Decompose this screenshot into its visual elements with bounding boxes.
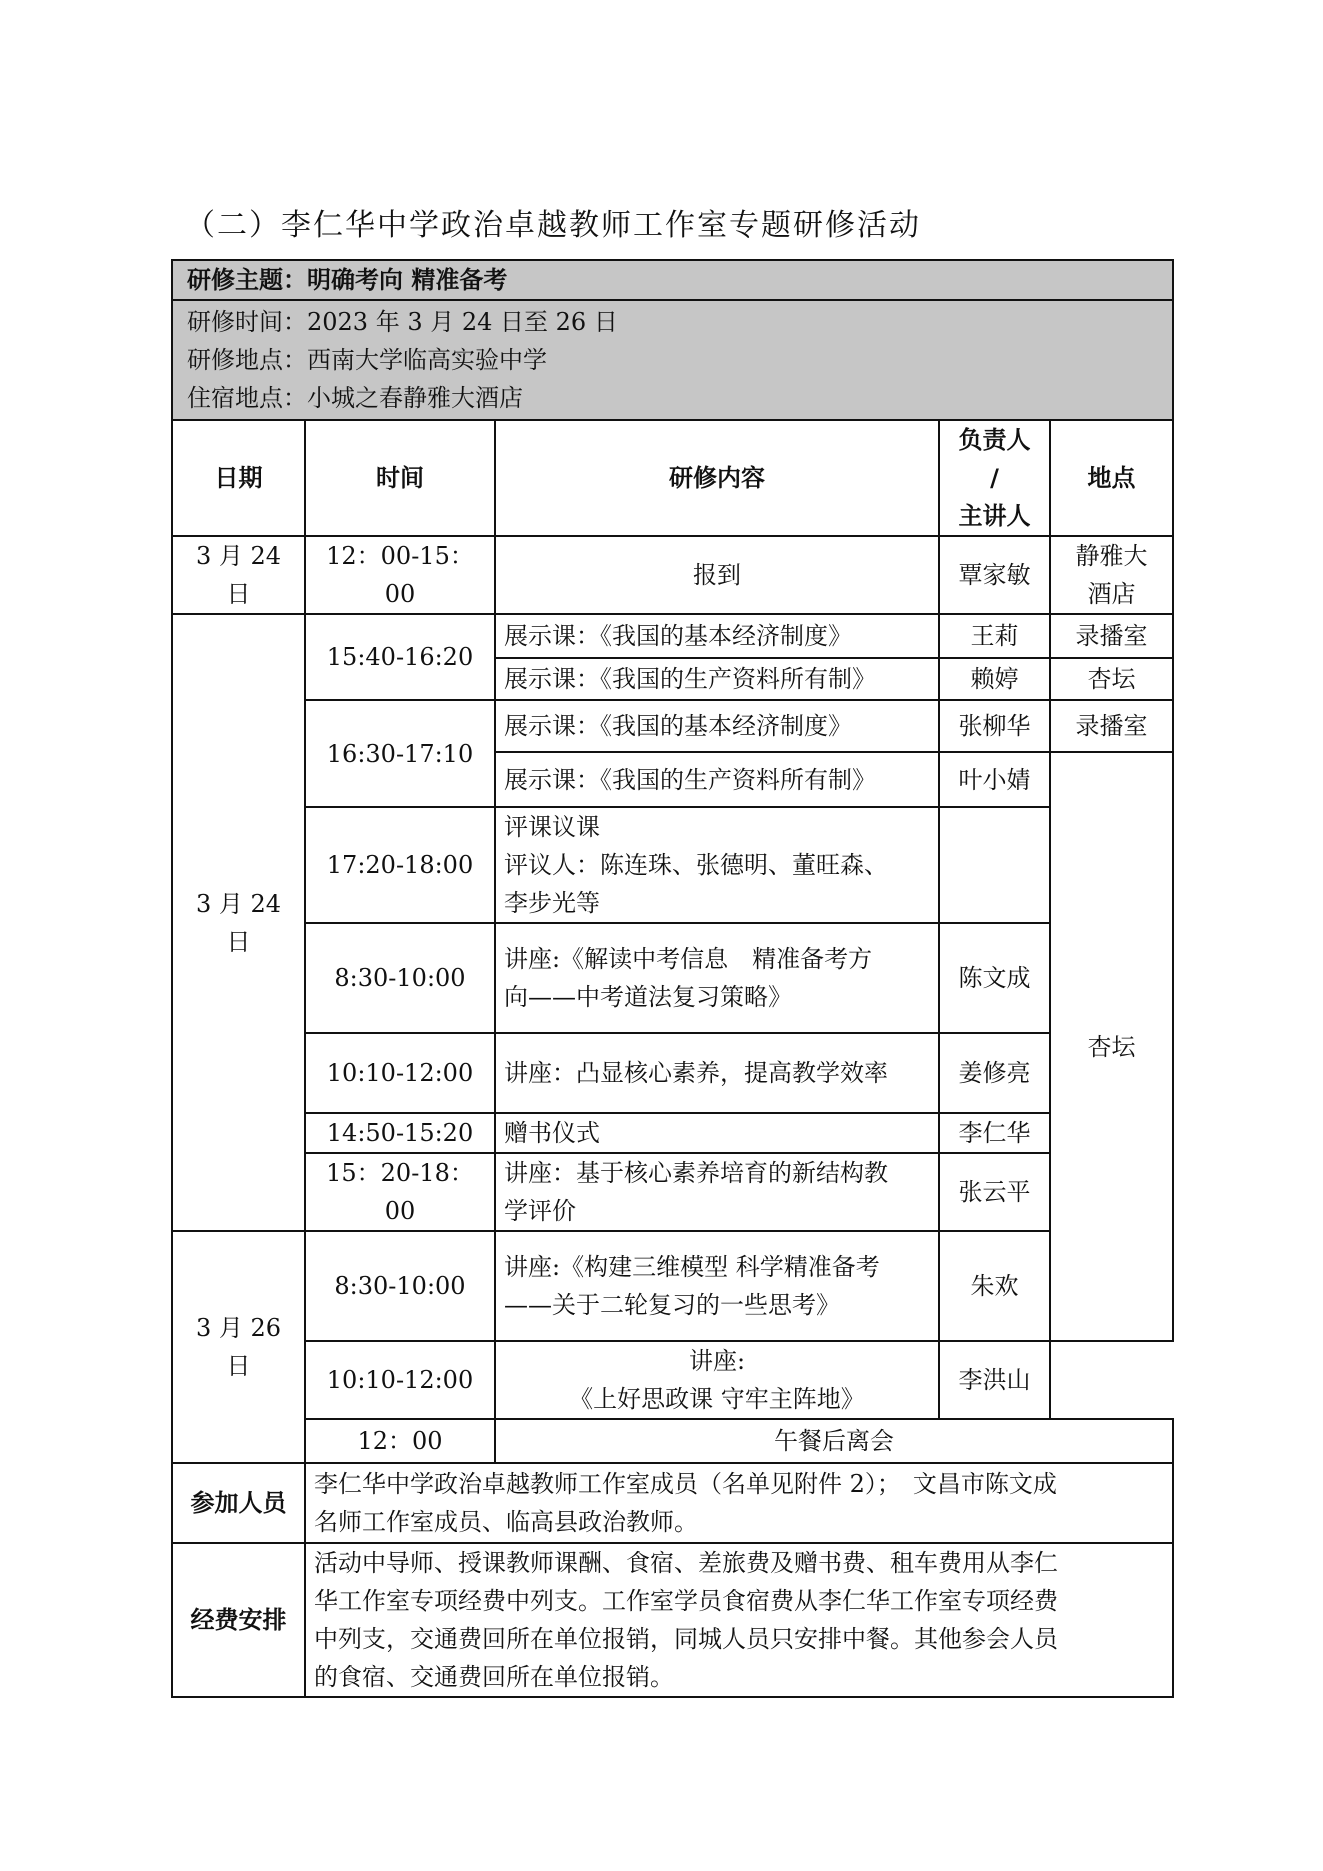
content-line2: 向——中考道法复习策略》 (504, 983, 792, 1011)
leader-cell: 姜修亮 (939, 1033, 1050, 1113)
content-line2: ——关于二轮复习的一些思考》 (504, 1291, 840, 1319)
location-line2: 酒店 (1087, 580, 1136, 608)
info-place: 研修地点：西南大学临高实验中学 (187, 346, 547, 374)
time-cell: 17:20-18:00 (305, 807, 495, 923)
leader-cell: 覃家敏 (939, 536, 1050, 614)
table-row (172, 1419, 1173, 1463)
time-cell: 14:50-15:20 (305, 1113, 495, 1153)
theme-row (172, 260, 1173, 300)
funding-row (172, 1543, 1173, 1697)
funding-text (305, 1543, 1173, 1697)
participants-text (305, 1463, 1173, 1543)
time-cell: 10:10-12:00 (305, 1033, 495, 1113)
date-cell-group: 3 月 24 日 (172, 614, 305, 1231)
leader-cell: 李洪山 (939, 1341, 1050, 1419)
table-row (172, 1033, 1173, 1113)
participants-line1: 李仁华中学政治卓越教师工作室成员（名单见附件 2）； 文昌市陈文成 (314, 1470, 1057, 1498)
date-cell: 3 月 24 日 (172, 536, 305, 614)
table-row (172, 1153, 1173, 1231)
content-line3: 李步光等 (504, 889, 600, 917)
time-cell: 16:30-17:10 (305, 700, 495, 807)
table-row (172, 1231, 1173, 1341)
content-line2: 《上好思政课 守牢主阵地》 (569, 1385, 865, 1413)
funding-line4: 的食宿、交通费回所在单位报销。 (314, 1663, 674, 1691)
location-cell: 录播室 (1050, 614, 1173, 658)
header-leader-line3: 主讲人 (958, 502, 1031, 530)
content-line1: 讲座:《构建三维模型 科学精准备考 (504, 1253, 880, 1281)
table-row (172, 536, 1173, 614)
info-time: 研修时间：2023 年 3 月 24 日至 26 日 (187, 308, 618, 336)
leader-cell: 王莉 (939, 614, 1050, 658)
content-cell (495, 923, 939, 1033)
content-cell (495, 1341, 939, 1419)
time-cell: 10:10-12:00 (305, 1341, 495, 1419)
leader-cell: 朱欢 (939, 1231, 1050, 1341)
content-cell (495, 807, 939, 923)
page-title: （二）李仁华中学政治卓越教师工作室专题研修活动 (185, 208, 921, 243)
location-cell (1050, 536, 1173, 614)
content-cell: 赠书仪式 (495, 1113, 939, 1153)
table-row (172, 923, 1173, 1033)
funding-line3: 中列支，交通费回所在单位报销，同城人员只安排中餐。其他参会人员 (314, 1625, 1058, 1653)
leader-cell: 赖婷 (939, 658, 1050, 700)
info-cell (172, 300, 1173, 420)
schedule-table (171, 259, 1174, 1698)
time-cell: 15:40-16:20 (305, 614, 495, 700)
table-row (172, 1341, 1173, 1419)
participants-row (172, 1463, 1173, 1543)
leader-cell (939, 807, 1050, 923)
content-cell: 午餐后离会 (495, 1419, 1173, 1463)
content-line1: 评课议课 (504, 813, 600, 841)
content-cell: 展示课：《我国的基本经济制度》 (495, 614, 939, 658)
header-leader-line1: 负责人 (958, 426, 1031, 454)
content-line2: 评议人：陈连珠、张德明、董旺森、 (504, 851, 888, 879)
header-time: 时间 (305, 420, 495, 536)
header-row (172, 420, 1173, 536)
time-cell: 12：00 (305, 1419, 495, 1463)
content-cell: 展示课：《我国的生产资料所有制》 (495, 658, 939, 700)
content-cell: 讲座：凸显核心素养，提高教学效率 (495, 1033, 939, 1113)
leader-cell: 陈文成 (939, 923, 1050, 1033)
content-line1: 讲座: (688, 1347, 746, 1375)
content-line2: 学评价 (504, 1197, 576, 1225)
location-line1: 静雅大 (1075, 542, 1148, 570)
leader-cell: 叶小婧 (939, 752, 1050, 807)
funding-line2: 华工作室专项经费中列支。工作室学员食宿费从李仁华工作室专项经费 (314, 1587, 1058, 1615)
content-line1: 讲座:《解读中考信息 精准备考方 (504, 945, 873, 973)
header-leader (939, 420, 1050, 536)
leader-cell: 李仁华 (939, 1113, 1050, 1153)
location-cell: 录播室 (1050, 700, 1173, 752)
leader-cell: 张柳华 (939, 700, 1050, 752)
participants-line2: 名师工作室成员、临高县政治教师。 (314, 1508, 698, 1536)
funding-line1: 活动中导师、授课教师课酬、食宿、差旅费及赠书费、租车费用从李仁 (314, 1549, 1058, 1577)
table-row (172, 614, 1173, 658)
content-line1: 讲座：基于核心素养培育的新结构教 (504, 1159, 888, 1187)
header-date: 日期 (172, 420, 305, 536)
content-cell (495, 1231, 939, 1341)
leader-cell: 张云平 (939, 1153, 1050, 1231)
location-cell-merged: 杏坛 (1050, 752, 1173, 1341)
content-cell: 展示课：《我国的生产资料所有制》 (495, 752, 939, 807)
time-cell: 12：00-15：00 (305, 536, 495, 614)
time-cell: 15：20-18：00 (305, 1153, 495, 1231)
table-row (172, 807, 1173, 923)
funding-label: 经费安排 (172, 1543, 305, 1697)
participants-label: 参加人员 (172, 1463, 305, 1543)
info-lodging: 住宿地点：小城之春静雅大酒店 (187, 384, 523, 412)
table-row (172, 700, 1173, 752)
header-content: 研修内容 (495, 420, 939, 536)
table-row (172, 1113, 1173, 1153)
content-cell: 报到 (495, 536, 939, 614)
date-cell: 3 月 26 日 (172, 1231, 305, 1463)
header-leader-line2: / (990, 464, 999, 492)
info-row (172, 300, 1173, 420)
content-cell (495, 1153, 939, 1231)
time-cell: 8:30-10:00 (305, 923, 495, 1033)
content-cell: 展示课：《我国的基本经济制度》 (495, 700, 939, 752)
time-cell: 8:30-10:00 (305, 1231, 495, 1341)
location-cell: 杏坛 (1050, 658, 1173, 700)
theme-cell: 研修主题：明确考向 精准备考 (172, 260, 1173, 300)
header-location: 地点 (1050, 420, 1173, 536)
